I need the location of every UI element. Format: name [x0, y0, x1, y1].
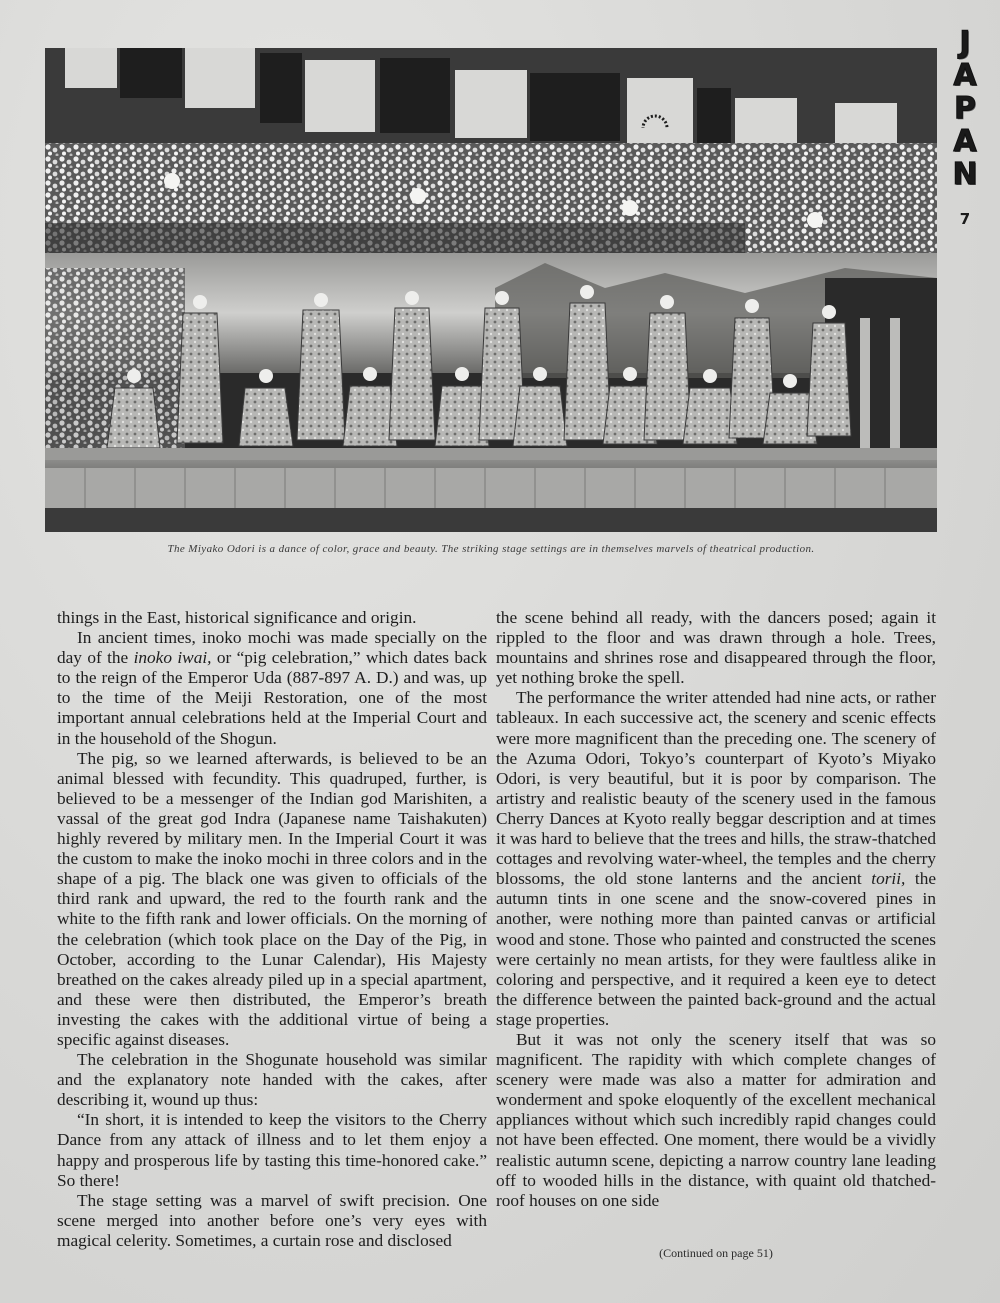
paragraph-text: In ancient times, inoko mochi was made specially on the day of the — [57, 628, 487, 668]
masthead-letter: A — [953, 124, 977, 159]
paragraph: But it was not only the scenery itself that was so magnificent. The rapidity with which complete changes of scenery were made was also a matter for admiration and wonderment and spoke eloquently of the excellent mechanical appliances without which such incredibly rapid changes could not have been effected. One moment, there would be a vividly realistic autumn scene, depicting a narrow country lane leading off to wooded hills in the distance, with quaint old thatched-roof houses on one side — [496, 1029, 936, 1210]
masthead-japan — [950, 26, 980, 191]
paragraph: “In short, it is intended to keep the visitors to the Cherry Dance from any attack of illness and to let them enjoy a happy and prosperous life by tasting this time-honored cake.” So there! — [57, 1110, 487, 1190]
italic-term: torii, — [871, 869, 906, 889]
masthead-letter: P — [954, 91, 976, 126]
paragraph — [57, 628, 487, 749]
paragraph: The stage setting was a marvel of swift precision. One scene merged into another before one’s very eyes with magical celerity. Sometimes, a curtain rose and disclosed — [57, 1190, 487, 1250]
paragraph: the scene behind all ready, with the dancers posed; again it rippled to the floor and was drawn through a hole. Trees, mountains and shrines rose and disappeared through the floor, yet nothing broke the spell. — [496, 608, 936, 688]
page-number: 7 — [959, 210, 971, 228]
masthead-letter: N — [952, 157, 978, 192]
masthead-letter: A — [953, 58, 977, 93]
paragraph: things in the East, historical significance and origin. — [57, 608, 417, 627]
paragraph-text: or “pig celebration,” which dates back to the reign of the Emperor Uda (887-897 A. D.) and was, up to the time of the Meiji Restoration, one of the most important annual celebrations held at the Imperial Court and in the household of the Shogun. — [57, 648, 487, 748]
paragraph-text: the autumn tints in one scene and the snow-covered pines in another, were nothing more than painted canvas or artificial wood and stone. Those who painted and constructed the scenes were certainly no mean artists, for they were faultless alike in coloring and perspective, and it required a keen eye to detect the difference between the painted back-ground and the actual stage properties. — [496, 869, 937, 1029]
stage-photograph — [45, 48, 937, 532]
paragraph: The celebration in the Shogunate household was similar and the explanatory note handed with the cakes, after describing it, wound up thus: — [57, 1050, 487, 1110]
photo-caption: The Miyako Odori is a dance of color, grace and beauty. The striking stage settings are in themselves marvels of theatrical production. — [167, 543, 815, 555]
miyako-odori-stage-image — [45, 48, 937, 532]
masthead-letter: J — [959, 25, 971, 60]
paragraph — [496, 688, 936, 1030]
article-column-left — [57, 608, 487, 1251]
paragraph-text: The performance the writer attended had nine acts, or rather tableaux. In each successive act, the scenery and scenic effects were more magnificent than the preceding one. The scenery of the Azuma Odori, Tokyo’s counterpart of Kyoto’s Miyako Odori, is very beautiful, but it is poor by comparison. The artistry and realistic beauty of the scenery used in the famous Cherry Dances at Kyoto really beggar description and at times it was hard to believe that the trees and hills, the straw-thatched cottages and revolving water-wheel, the temples and the cherry blossoms, the old stone lanterns and the ancient — [496, 688, 936, 889]
article-column-right — [496, 608, 936, 1211]
paragraph: The pig, so we learned afterwards, is believed to be an animal blessed with fecundity. This quadruped, further, is believed to be a messenger of the Indian god Marishiten, a vassal of the great god Indra (Japanese name Taishakuten) highly revered by military men. In the Imperial Court it was the custom to make the inoko mochi in three colors and in the shape of a pig. The black one was given to officials of the third rank and upward, the red to the fourth rank and the white to the fifth rank and lower officials. On the morning of the celebration (which took place on the Day of the Pig, in October, according to the Lunar Calendar), His Majesty breathed on the cakes already piled up in a special apartment, and these were then distributed, the Emperor’s breath investing the cakes with the additional virtue of being a specific against diseases. — [57, 748, 487, 1049]
italic-term: inoko iwai, — [133, 648, 212, 668]
continued-note: (Continued on page 51) — [659, 1246, 773, 1260]
